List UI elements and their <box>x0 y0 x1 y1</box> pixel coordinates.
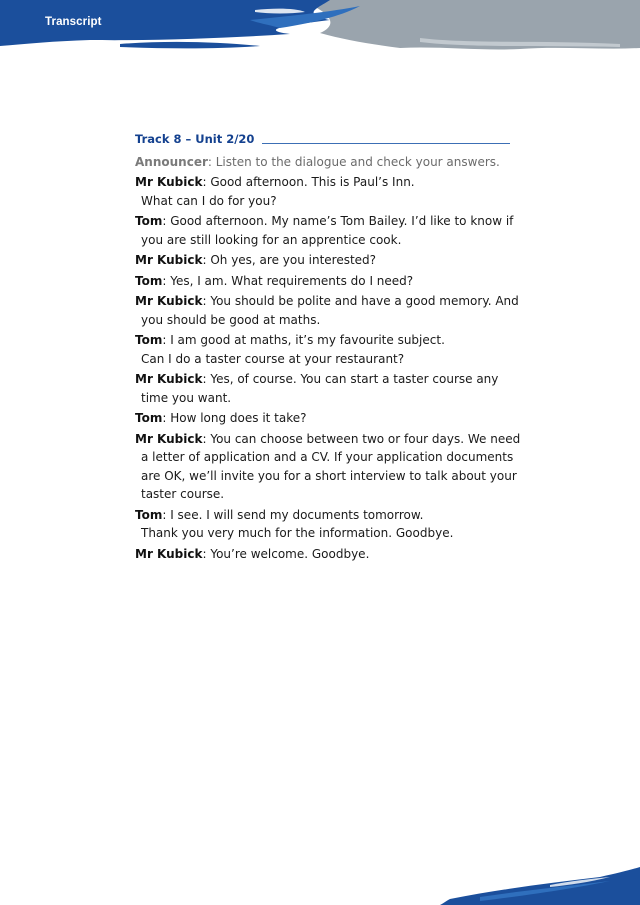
dialogue-text: What can I do for you? <box>141 193 277 208</box>
dialogue-line <box>135 192 520 211</box>
dialogue-line <box>135 212 520 231</box>
dialogue-text: : You should be polite and have a good memory. And <box>202 294 519 308</box>
dialogue-list <box>135 173 520 563</box>
dialogue-line <box>135 311 520 330</box>
announcer-speaker: Announcer <box>135 155 208 169</box>
speaker-name: Mr Kubick <box>135 294 203 308</box>
dialogue-text: you are still looking for an apprentice cook. <box>141 232 402 247</box>
speaker-name: Tom <box>135 214 163 228</box>
speaker-name: Mr Kubick <box>135 431 203 446</box>
dialogue-turn <box>135 409 520 428</box>
dialogue-turn <box>135 430 520 504</box>
dialogue-text: taster course. <box>141 487 225 501</box>
speaker-name: Tom <box>135 333 163 347</box>
dialogue-line <box>135 370 520 389</box>
header-brush-band <box>0 0 640 60</box>
dialogue-line <box>135 506 520 525</box>
dialogue-line <box>135 272 520 291</box>
footer-blue-stroke <box>440 867 640 905</box>
dialogue-line <box>135 251 520 270</box>
dialogue-text: time you want. <box>141 390 232 405</box>
track-title: Track 8 – Unit 2/20 <box>135 132 255 146</box>
dialogue-line <box>135 545 520 564</box>
speaker-name: Mr Kubick <box>135 546 203 561</box>
speaker-name: Tom <box>135 273 163 288</box>
speaker-name: Tom <box>135 507 163 522</box>
dialogue-text: : Good afternoon. My name’s Tom Bailey. I’d like to know if <box>162 214 514 228</box>
dialogue-line <box>135 231 520 250</box>
dialogue-text: : You’re welcome. Goodbye. <box>202 546 370 561</box>
dialogue-text: : Oh yes, are you interested? <box>202 253 377 267</box>
dialogue-line <box>135 350 520 369</box>
speaker-name: Mr Kubick <box>135 175 203 189</box>
dialogue-text: are OK, we’ll invite you for a short interview to talk about your <box>141 468 517 483</box>
dialogue-text: : Yes, I am. What requirements do I need? <box>162 273 414 288</box>
header-blue-streak <box>120 42 260 49</box>
dialogue-turn <box>135 370 520 407</box>
transcript-content <box>135 131 520 565</box>
dialogue-text: a letter of application and a CV. If your application documents <box>141 450 514 464</box>
speaker-name: Mr Kubick <box>135 372 203 386</box>
dialogue-text: Can I do a taster course at your restaurant? <box>141 351 405 366</box>
dialogue-line <box>135 467 520 486</box>
dialogue-turn <box>135 506 520 543</box>
dialogue-turn <box>135 331 520 368</box>
dialogue-turn <box>135 545 520 564</box>
dialogue-line <box>135 524 520 543</box>
dialogue-turn <box>135 212 520 249</box>
announcer-text: : Listen to the dialogue and check your answers. <box>207 155 500 169</box>
track-heading-row <box>135 131 520 147</box>
dialogue-text: : How long does it take? <box>162 411 307 425</box>
dialogue-line <box>135 292 520 311</box>
footer-brush-band <box>440 867 640 905</box>
speaker-name: Mr Kubick <box>135 253 203 267</box>
dialogue-line <box>135 485 520 504</box>
dialogue-line <box>135 389 520 408</box>
dialogue-line <box>135 448 520 467</box>
dialogue-text: : I am good at maths, it’s my favourite subject. <box>162 333 445 347</box>
dialogue-line <box>135 430 520 449</box>
announcer-line <box>135 153 520 171</box>
dialogue-turn <box>135 292 520 329</box>
speaker-name: Tom <box>135 411 163 425</box>
dialogue-line <box>135 409 520 428</box>
dialogue-turn <box>135 173 520 210</box>
dialogue-turn <box>135 272 520 291</box>
dialogue-text: Thank you very much for the information. Goodbye. <box>141 526 454 540</box>
dialogue-line <box>135 173 520 192</box>
dialogue-turn <box>135 251 520 270</box>
dialogue-text: : You can choose between two or four days. We need <box>202 431 521 446</box>
dialogue-text: : Good afternoon. This is Paul’s Inn. <box>202 175 415 189</box>
track-divider-rule <box>262 143 510 144</box>
dialogue-text: : I see. I will send my documents tomorrow. <box>162 507 424 522</box>
dialogue-line <box>135 331 520 350</box>
dialogue-text: : Yes, of course. You can start a taster course any <box>202 372 499 386</box>
dialogue-text: you should be good at maths. <box>141 312 321 327</box>
header-section-label: Transcript <box>45 16 102 28</box>
